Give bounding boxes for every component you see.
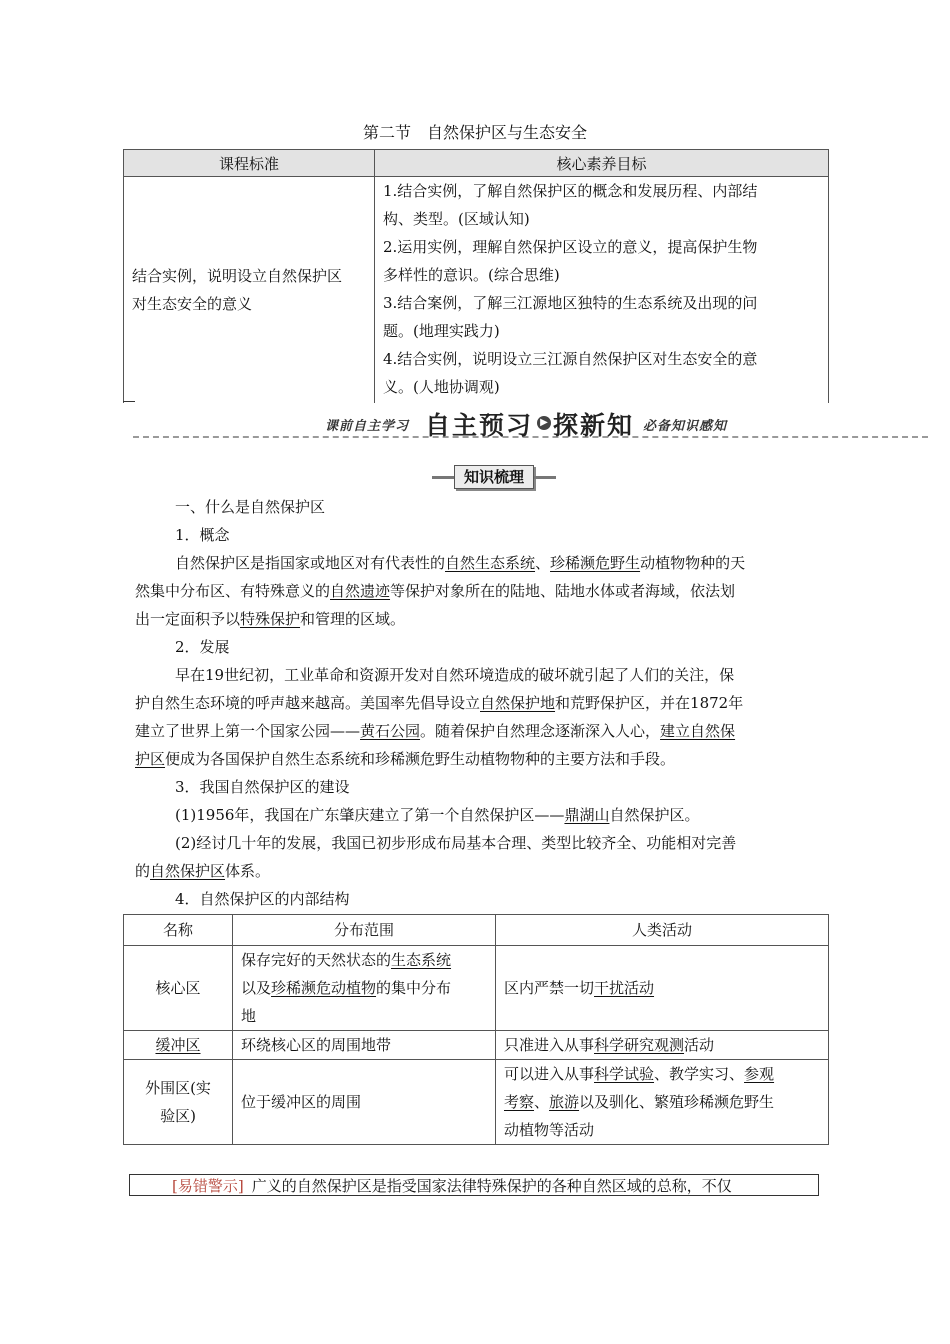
subheading-development: 2．发展: [175, 638, 230, 656]
paragraph-line: 护自然生态环境的呼声越来越高。美国率先倡导设立自然保护地和荒野保护区，并在1872年: [135, 694, 744, 712]
arrow-right-icon: ▶: [537, 416, 551, 430]
table-header-row: [124, 915, 829, 946]
label-bar-right: [534, 476, 556, 479]
paragraph-line: 然集中分布区、有特殊意义的自然遗迹等保护对象所在的陆地、陆地水体或者海域，依法划: [135, 582, 736, 600]
goal-line: 多样性的意识。(综合思维): [383, 266, 560, 284]
zone-core-activity: 区内严禁一切干扰活动: [496, 946, 829, 1031]
subheading-structure: 4．自然保护区的内部结构: [175, 890, 350, 908]
banner-left-text: 课前自主学习: [325, 419, 410, 434]
paragraph-line: 的自然保护区体系。: [135, 862, 271, 880]
header-standard: 课程标准: [124, 150, 375, 177]
standard-cell: [124, 177, 375, 404]
zone-core-name: 核心区: [124, 946, 233, 1031]
zone-outer-range: 位于缓冲区的周围: [233, 1060, 496, 1145]
section-label: [432, 465, 556, 489]
paragraph-line: (2)经讨几十年的发展，我国已初步形成布局基本合理、类型比较齐全、功能相对完善: [175, 834, 737, 852]
zone-outer-activity: 可以进入从事科学试验、教学实习、参观 考察、旅游以及驯化、繁殖珍稀濒危野生 动植物等活动: [496, 1060, 829, 1145]
zone-buffer-name: 缓冲区: [124, 1031, 233, 1060]
goals-cell: [375, 177, 829, 404]
goal-line: 题。(地理实践力): [383, 322, 500, 340]
table-row: [124, 1031, 829, 1060]
subheading-concept: 1．概念: [175, 526, 230, 544]
warning-tag: [易错警示]: [172, 1177, 244, 1195]
header-goals: 核心素养目标: [375, 150, 829, 177]
goal-line: 义。(人地协调观): [383, 378, 500, 396]
heading-1: 一、什么是自然保护区: [175, 498, 326, 516]
banner-right-text: 必备知识感知: [643, 419, 728, 434]
zone-buffer-activity: 只准进入从事科学研究观测活动: [496, 1031, 829, 1060]
header-activity: 人类活动: [496, 915, 829, 946]
table-row: [124, 177, 829, 404]
header-range: 分布范围: [233, 915, 496, 946]
goal-line: 3.结合案例，了解三江源地区独特的生态系统及出现的问: [383, 294, 758, 312]
goal-line: 构、类型。(区域认知): [383, 210, 530, 228]
label-bar-left: [432, 476, 454, 479]
zone-outer-name: 外围区(实 验区): [124, 1060, 233, 1145]
standards-table: [123, 149, 829, 403]
paragraph-line: 出一定面积予以特殊保护和管理的区域。: [135, 610, 406, 628]
warning-box: [129, 1174, 819, 1196]
page-title: 第二节 自然保护区与生态安全: [362, 123, 587, 142]
zone-core-range: 保存完好的天然状态的生态系统 以及珍稀濒危动植物的集中分布 地: [233, 946, 496, 1031]
warning-text: 广义的自然保护区是指受国家法律特殊保护的各种自然区域的总称，不仅: [251, 1177, 732, 1195]
paragraph-line: 自然保护区是指国家或地区对有代表性的自然生态系统、珍稀濒危野生动植物物种的天: [175, 554, 746, 572]
structure-table: [123, 914, 829, 1145]
paragraph-line: 护区便成为各国保护自然生态系统和珍稀濒危野生动植物物种的主要方法和手段。: [135, 750, 676, 768]
goal-line: 4.结合实例，说明设立三江源自然保护区对生态安全的意: [383, 350, 758, 368]
paragraph-line: 建立了世界上第一个国家公园——黄石公园。随着保护自然理念逐渐深入人心，建立自然保: [135, 722, 736, 740]
table-row: [124, 1060, 829, 1145]
table-bottom-mark: [123, 401, 135, 402]
table-row: [124, 946, 829, 1031]
standard-line: 结合实例，说明设立自然保护区: [132, 267, 343, 285]
section-banner: [133, 406, 928, 442]
paragraph-line: 早在19世纪初，工业革命和资源开发对自然环境造成的破坏就引起了人们的关注，保: [175, 666, 735, 684]
paragraph-line: (1)1956年，我国在广东肇庆建立了第一个自然保护区——鼎湖山自然保护区。: [175, 806, 700, 824]
goal-line: 1.结合实例，了解自然保护区的概念和发展历程、内部结: [383, 182, 758, 200]
section-label-text: 知识梳理: [454, 465, 534, 489]
zone-buffer-range: 环绕核心区的周围地带: [233, 1031, 496, 1060]
banner-title-2: 探新知: [553, 411, 635, 440]
standard-line: 对生态安全的意义: [132, 295, 253, 313]
table-header-row: [124, 150, 829, 177]
header-name: 名称: [124, 915, 233, 946]
goal-line: 2.运用实例，理解自然保护区设立的意义，提高保护生物: [383, 238, 758, 256]
banner-title-1: 自主预习: [425, 411, 534, 440]
subheading-china: 3．我国自然保护区的建设: [175, 778, 350, 796]
